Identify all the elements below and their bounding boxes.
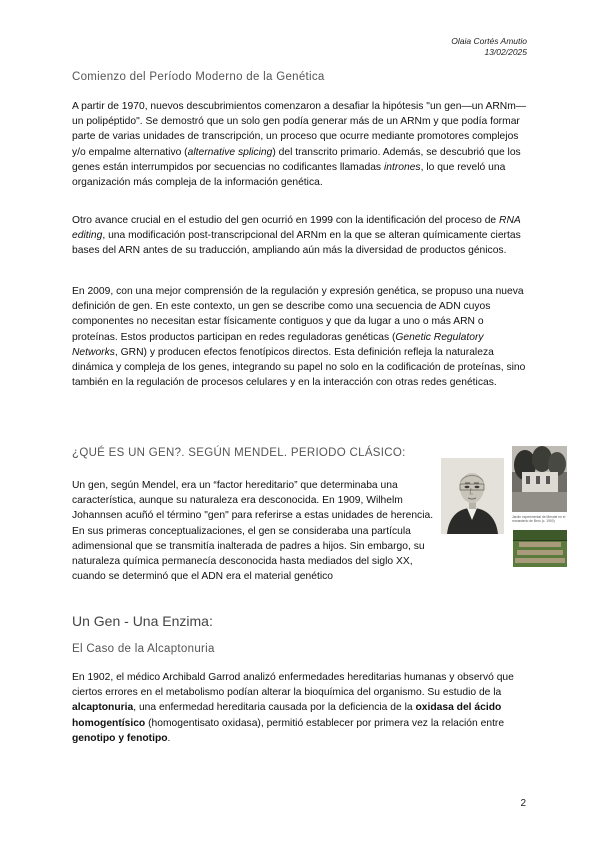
paragraph-alcaptonuria: En 1902, el médico Archibald Garrod analizó enfermedades hereditarias humanas y observó que ciertos errores en el metabolismo podían alterar la bioquímica del organismo. Su estudio de la alcaptonuria, una enfermedad hereditaria causada por la deficiencia de la oxidasa del ácido homogentísico (homogentisato oxidasa), permitió establecer por primera vez la relación entre genotipo y fenotipo. xyxy=(72,672,514,744)
page-number: 2 xyxy=(520,798,526,809)
section-title-enzyme: Un Gen - Una Enzima: xyxy=(72,613,213,629)
monastery-garden-photo xyxy=(512,446,567,512)
page-header xyxy=(451,36,527,58)
paragraph-modern-2: Otro avance crucial en el estudio del gen ocurrió en 1999 con la identificación del proceso de RNA editing, una modificación post-transcripcional del ARNm en la que se alteran químicamente ciertas bases del ARN antes de su traducción, ampliando aún más la diversidad de productos génicos. xyxy=(72,215,521,257)
section-subtitle-alcaptonuria: El Caso de la Alcaptonuria xyxy=(72,643,215,655)
paragraph-mendel: Un gen, según Mendel, era un “factor hereditario” que determinaba una característica, aunque su naturaleza era desconocida. En 1909, Wilhelm Johannsen acuñó el término "gen" para referirse a estas unidades de herencia. En sus primeras conceptualizaciones, el gen se consideraba una partícula adimensional que se transmitía inalterada de padres a hijos. Sin embargo, su naturaleza química permanecía desconocida hasta mediados del siglo XX, cuando se determinó que el ADN era el material genético xyxy=(72,480,434,583)
garden-photo-caption: Jardín experimental de Mendel en el monasterio de Brno (c. 1900) xyxy=(512,515,566,524)
paragraph-modern-3: En 2009, con una mejor comprensión de la regulación y expresión genética, se propuso una nueva definición de gen. En este contexto, un gen se describe como una secuencia de ADN cuyos componentes no necesitan estar físicamente contiguos y que da lugar a uno o más ARN o proteínas. Estos productos participan en redes reguladoras genéticas (Genetic Regulatory Networks, GRN) y producen efectos fenotípicos directos. Esta definición refleja la naturaleza dinámica y compleja de los genes, integrando su papel no solo en la codificación de proteínas, sino también en la regulación de procesos celulares y en la interacción con otras redes genéticas. xyxy=(72,286,526,389)
author-name: Olaia Cortés Amutio xyxy=(451,36,527,46)
garden-plot-photo xyxy=(513,530,567,567)
mendel-portrait-image xyxy=(441,458,504,534)
document-date: 13/02/2025 xyxy=(484,47,527,57)
section-title-mendel: ¿QUÉ ES UN GEN?. SEGÚN MENDEL. PERIODO CLÁSICO: xyxy=(72,447,406,459)
section-title-modern: Comienzo del Período Moderno de la Genética xyxy=(72,71,325,83)
paragraph-modern-1: A partir de 1970, nuevos descubrimientos comenzaron a desafiar la hipótesis "un gen—un ARNm—un polipéptido". Se demostró que un solo gen podía generar más de un ARNm y que podía formar parte de varias unidades de transcripción, un proceso que ocurre mediante promotores complejos y/o empalme alternativo (alternative splicing) del transcrito primario. Además, se descubrió que los genes están interrumpidos por secuencias no codificantes llamadas intrones, lo que reveló una organización más compleja de la información genética. xyxy=(72,101,527,189)
